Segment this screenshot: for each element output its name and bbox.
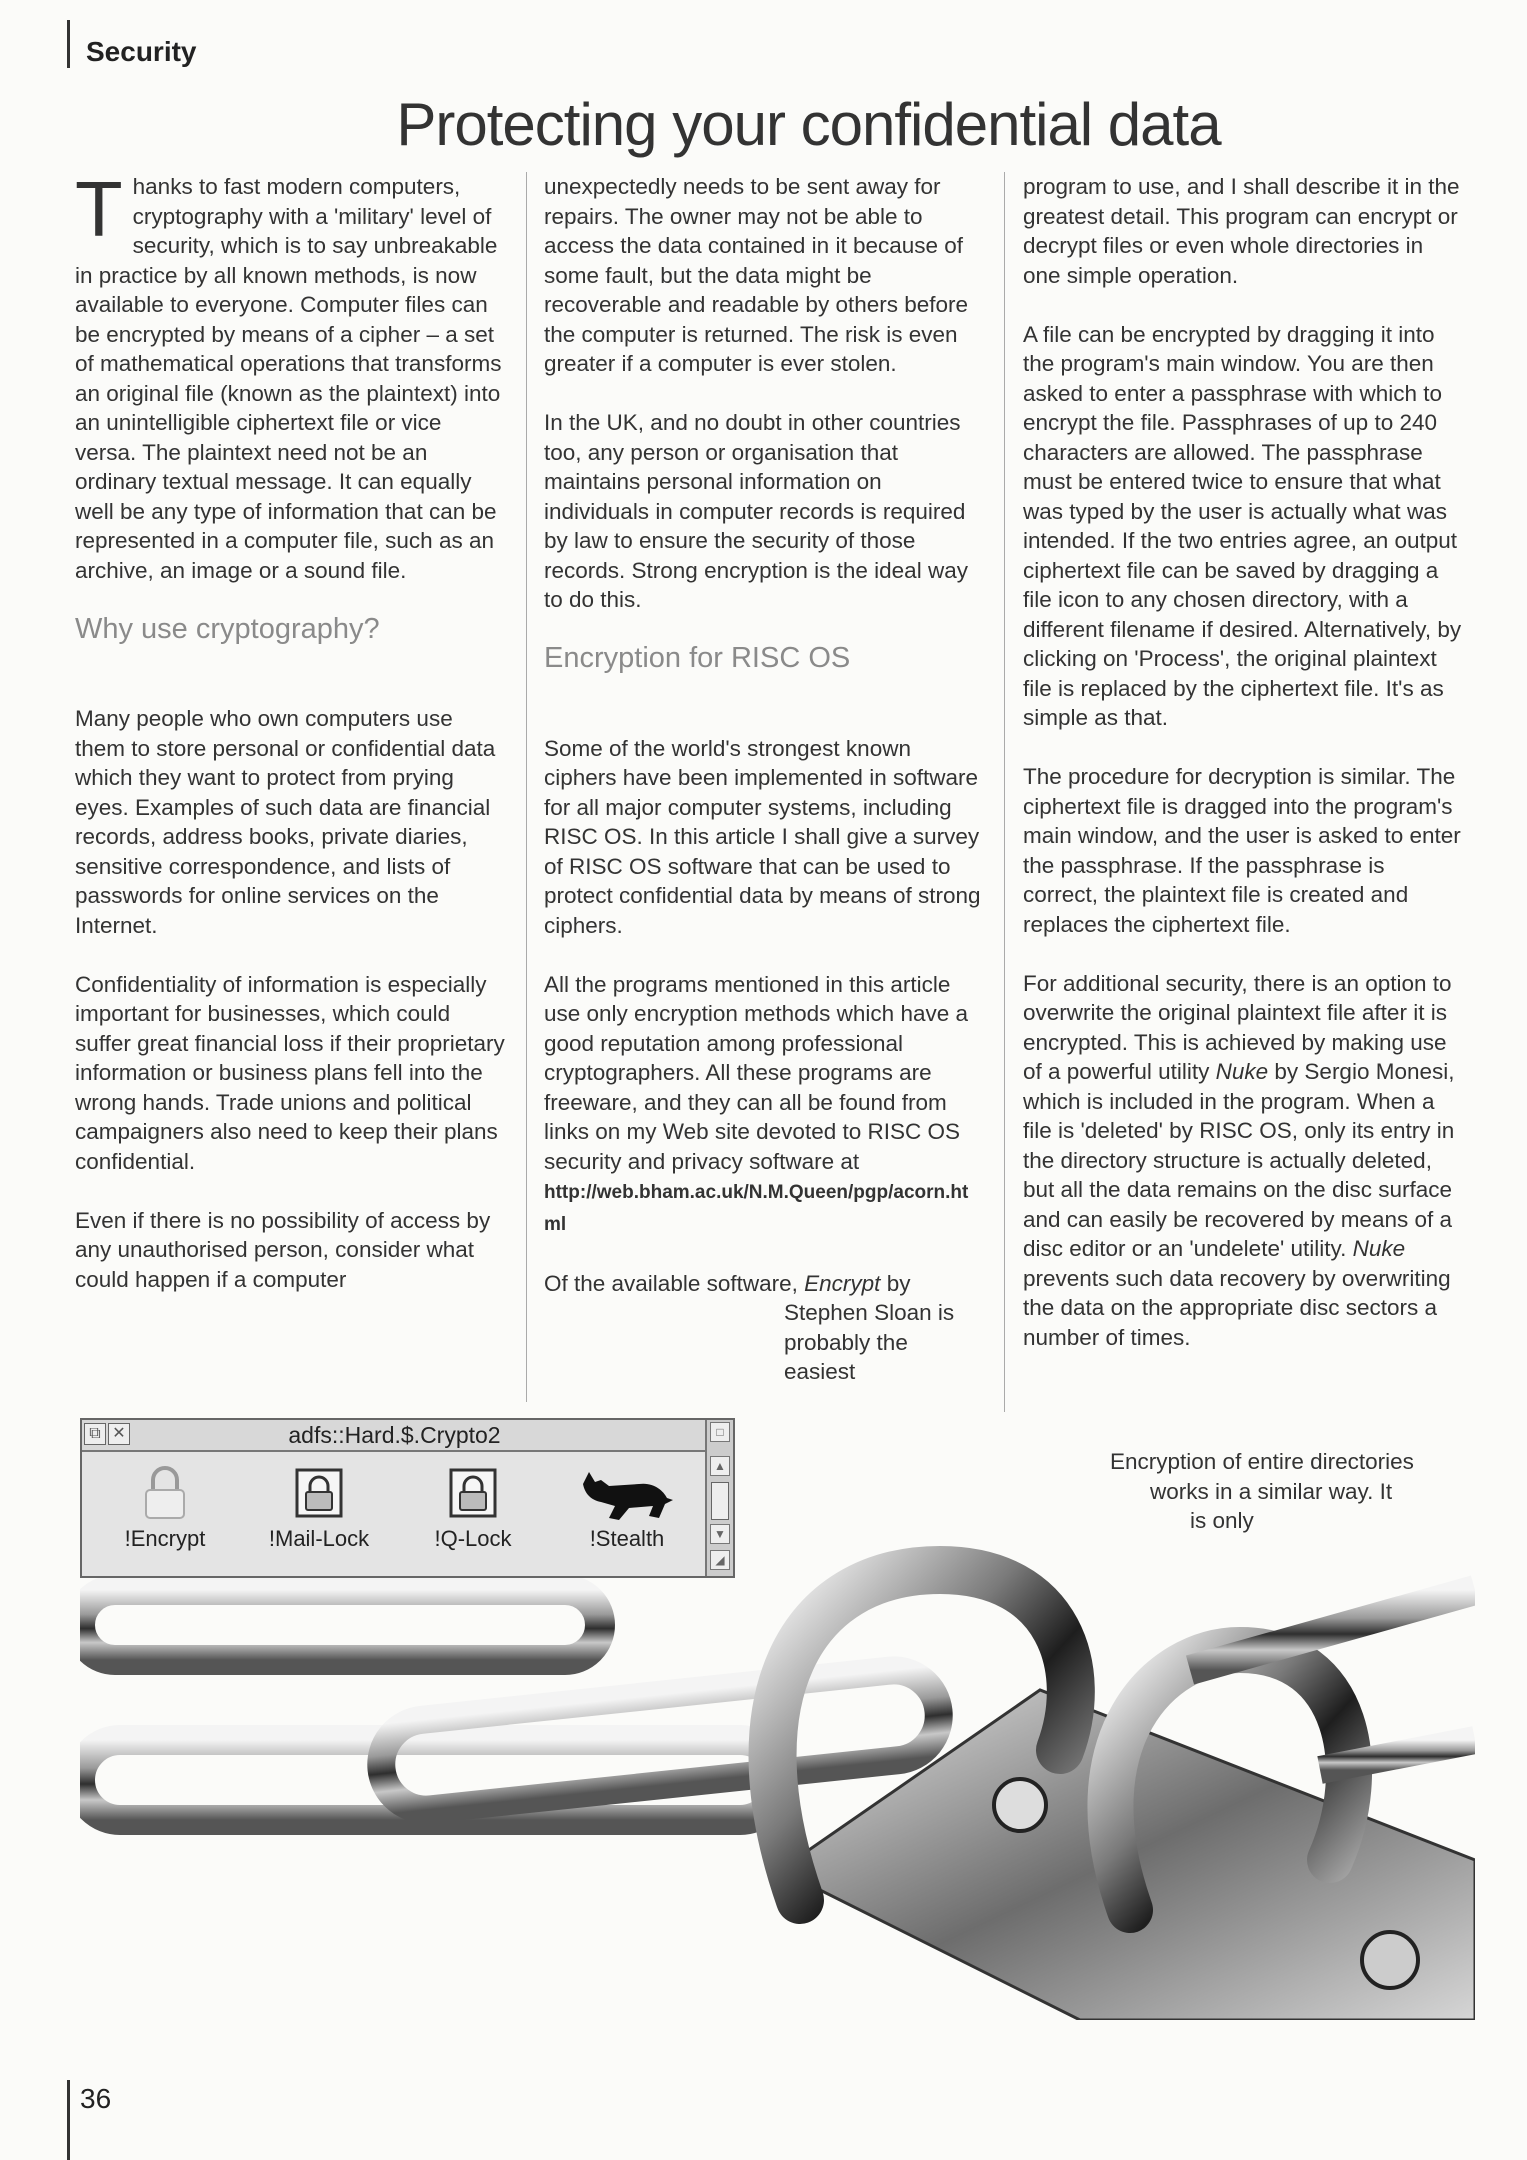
program-name: Encrypt [804, 1270, 881, 1296]
filer-window[interactable] [80, 1418, 735, 1578]
text-line: is only [1190, 1508, 1254, 1533]
app-mail-lock[interactable] [254, 1464, 384, 1552]
paragraph-wrapped: Stephen Sloan is probably the easiest [784, 1300, 955, 1384]
paragraph-text: Of the available software, [544, 1270, 798, 1296]
continued-text [1110, 1447, 1470, 1536]
page-number: 36 [80, 2083, 112, 2114]
footer-rule [67, 2080, 70, 2160]
paragraph: The procedure for decryption is similar. The ciphertext file is dragged into the program's main window, and the user is asked to enter the passphrase. If the passphrase is correct, the plaintext file is created and replaces the ciphertext file. [1023, 764, 1461, 937]
paragraph: Some of the world's strongest known ciphers have been implemented in software for all major computer systems, including RISC OS. In this article I shall give a survey of RISC OS software that can be used to protect confidential data by means of strong ciphers. [544, 735, 981, 938]
paragraph: A file can be encrypted by dragging it into the program's main window. You are then asked to enter a passphrase with which to encrypt the file. Passphrases of up to 240 characters are allowed. The passphrase must be entered twice to ensure that what was typed by the user is actually what was intended. If the two entries agree, an output ciphertext file can be saved by dragging a file icon to any chosen directory, with a different filename if desired. Alternatively, by clicking on 'Process', the original plaintext file is replaced by the ciphertext file. It's as simple as that. [1023, 321, 1462, 730]
paragraph: In the UK, and no doubt in other countries too, any person or organisation that maintains personal information on individuals in computer records is required by law to ensure the security of those records. Strong encryption is the ideal way to do this. [544, 410, 968, 612]
paragraph [544, 1269, 984, 1299]
paragraph-text: by Sergio Monesi, which is included in the program. When a file is 'deleted' by RISC OS, only its entry in the directory structure is actually deleted, but all the data remains on the disc surface and can easily be recovered by means of a disc editor or an 'undelete' utility. [1023, 1059, 1455, 1261]
scroll-up-icon[interactable]: ▲ [710, 1456, 730, 1476]
app-q-lock[interactable] [408, 1464, 538, 1552]
resize-icon[interactable]: ◢ [710, 1550, 730, 1570]
app-stealth[interactable] [562, 1464, 692, 1552]
lock-box-icon [294, 1464, 344, 1522]
page-title: Protecting your confidential data [396, 91, 1221, 158]
text-line: Encryption of entire directories [1110, 1449, 1414, 1474]
app-label: !Mail-Lock [268, 1526, 370, 1551]
toggle-size-icon[interactable]: □ [710, 1422, 730, 1442]
paragraph [1023, 969, 1463, 1353]
lock-box-icon [448, 1464, 498, 1522]
paragraph-text: For additional security, there is an option to overwrite the original plaintext file after it is encrypted. This is achieved by making use of a powerful utility [1023, 970, 1452, 1084]
column-1 [75, 165, 507, 1324]
program-name: Nuke [1352, 1236, 1406, 1261]
paragraph: Confidentiality of information is especially important for businesses, which could suffer great financial loss if their proprietary information or business plans fell into the wrong hands. Trade unions and political campaigners also need to keep their plans confidential. [75, 971, 505, 1174]
back-icon[interactable]: ⧉ [84, 1423, 106, 1445]
intro-paragraph [75, 165, 507, 585]
app-label: !Q-Lock [434, 1526, 512, 1551]
column-divider [1004, 172, 1005, 1412]
app-label: !Stealth [589, 1526, 665, 1551]
window-title: adfs::Hard.$.Crypto2 [288, 1422, 501, 1448]
website-url[interactable]: http://web.bham.ac.uk/N.M.Queen/pgp/acorn.html [544, 1182, 969, 1235]
padlock-icon [140, 1464, 190, 1522]
scroll-down-icon[interactable]: ▼ [710, 1524, 730, 1544]
paragraph-text: All the programs mentioned in this article use only encryption methods which have a good reputation among professional cryptographers. All these programs are freeware, and they can all be found from links on my Web site devoted to RISC OS security and privacy software at [544, 971, 968, 1174]
vertical-scrollbar[interactable] [705, 1420, 733, 1576]
column-divider [526, 172, 527, 1402]
app-encrypt[interactable] [100, 1464, 230, 1552]
column-3 [1023, 172, 1463, 1382]
paragraph: program to use, and I shall describe it in the greatest detail. This program can encrypt or decrypt files or even whole directories in one simple operation. [1023, 174, 1460, 288]
window-title-bar[interactable] [82, 1420, 707, 1452]
subheading-why: Why use cryptography? [75, 612, 380, 645]
intro-text: hanks to fast modern computers, cryptography with a 'military' level of security, which is to say unbreakable in practice by all known methods, is now available to everyone. Computer files can be encrypted by means of a cipher – a set of mathematical operations that transforms an original file (known as the plaintext) into an unintelligible ciphertext file or vice versa. The plaintext need not be an ordinary textual message. It can equally well be any type of information that can be represented in a computer file, such as an archive, an image or a sound file. [75, 174, 502, 583]
section-label: Security [86, 36, 197, 67]
column-2 [544, 172, 984, 1387]
paragraph: Many people who own computers use them to store personal or confidential data which they want to protect from prying eyes. Examples of such data are financial records, address books, private diaries, sensitive correspondence, and lists of passwords for online services on the Internet. [75, 706, 496, 938]
black-cat-icon [579, 1464, 675, 1522]
scroll-thumb[interactable] [711, 1482, 729, 1520]
text-line: works in a similar way. It [1150, 1478, 1393, 1504]
paragraph-text: prevents such data recovery by overwriting the data on the appropriate disc sectors a number of times. [1023, 1265, 1451, 1350]
app-label: !Encrypt [124, 1526, 206, 1551]
program-name: Nuke [1215, 1059, 1269, 1084]
paragraph-text: by [886, 1270, 911, 1296]
close-icon[interactable]: ✕ [108, 1423, 130, 1445]
header-rule [67, 20, 70, 68]
paragraph: Even if there is no possibility of access by any unauthorised person, consider what could happen if a computer [75, 1207, 491, 1292]
paragraph: unexpectedly needs to be sent away for repairs. The owner may not be able to access the data contained in it because of some fault, but the data might be recoverable and readable by others before the computer is returned. The risk is even greater if a computer is ever stolen. [544, 174, 969, 376]
subheading-encryption: Encryption for RISC OS [544, 642, 851, 674]
paragraph [544, 970, 984, 1240]
drop-cap: T [75, 165, 123, 253]
